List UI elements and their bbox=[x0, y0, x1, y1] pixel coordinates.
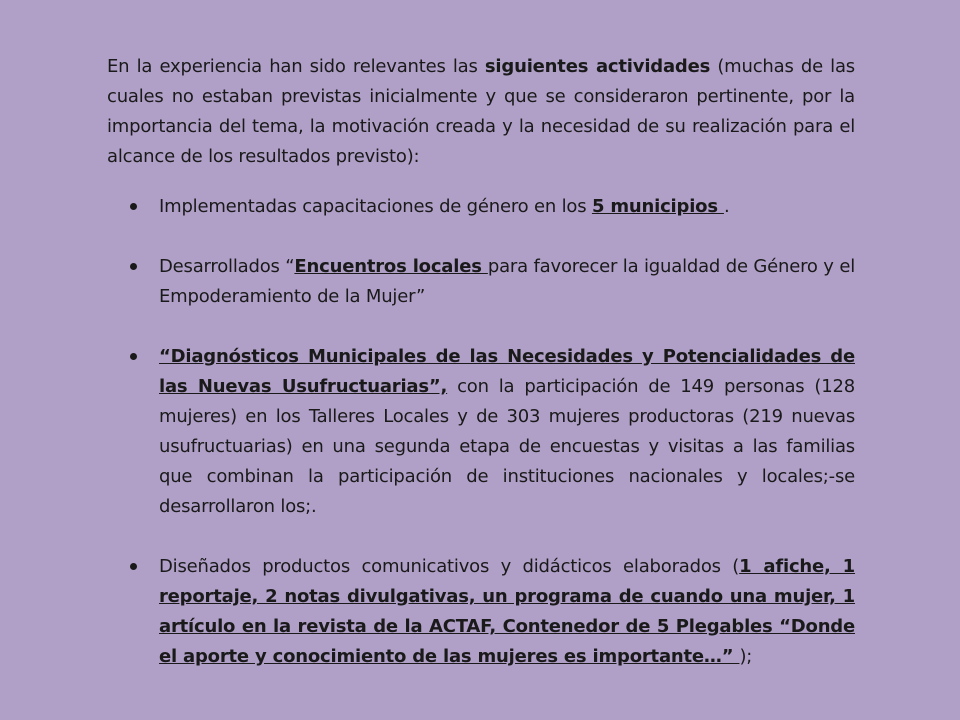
item-text: Desarrollados “ bbox=[159, 256, 295, 277]
intro-text-start: En la experiencia han sido relevantes las bbox=[107, 56, 485, 77]
item-text: Implementadas capacitaciones de género en los bbox=[159, 196, 592, 217]
intro-bold-phrase: siguientes actividades bbox=[484, 56, 711, 77]
bullet-icon bbox=[130, 563, 137, 570]
item-text-end: con la participación de 149 personas (128 mujeres) en los Talleres Locales y de 303 mujeres productoras (219 nuevas usufructuarias) en una segunda etapa de encuestas y visitas a las familias que combinan la participación de instituciones nacionales y locales;-se desarrollaron los;. bbox=[159, 376, 855, 517]
list-item-capacitaciones bbox=[107, 192, 855, 222]
bullet-icon bbox=[130, 203, 137, 210]
item-emphasis: Encuentros locales bbox=[294, 256, 488, 277]
item-text-end: para favorecer la igualdad de Género y el Empoderamiento de la Mujer” bbox=[159, 256, 855, 307]
item-emphasis: 5 municipios bbox=[591, 196, 724, 217]
slide-content bbox=[107, 52, 855, 672]
list-item-productos bbox=[107, 552, 855, 672]
activity-list bbox=[107, 192, 855, 672]
item-emphasis: 1 afiche, 1 reportaje, 2 notas divulgativas, un programa de cuando una mujer, 1 artículo en la revista de la ACTAF, Contenedor de 5 Plegables “Donde el aporte y conocimiento de las mujeres es importante…” bbox=[159, 556, 856, 667]
list-item-diagnosticos bbox=[107, 342, 855, 522]
intro-text-end: (muchas de las cuales no estaban previstas inicialmente y que se consideraron pertinente, por la importancia del tema, la motivación creada y la necesidad de su realización para el alcance de los resultados previsto): bbox=[107, 56, 855, 167]
item-text-end: . bbox=[723, 196, 730, 217]
intro-paragraph bbox=[107, 52, 855, 172]
item-text: Diseñados productos comunicativos y didácticos elaborados ( bbox=[159, 556, 740, 577]
item-text-end: ); bbox=[739, 646, 753, 667]
bullet-icon bbox=[130, 353, 137, 360]
list-item-encuentros bbox=[107, 252, 855, 312]
item-emphasis: “Diagnósticos Municipales de las Necesidades y Potencialidades de las Nuevas Usufructuarias”, bbox=[159, 346, 855, 397]
bullet-icon bbox=[130, 263, 137, 270]
